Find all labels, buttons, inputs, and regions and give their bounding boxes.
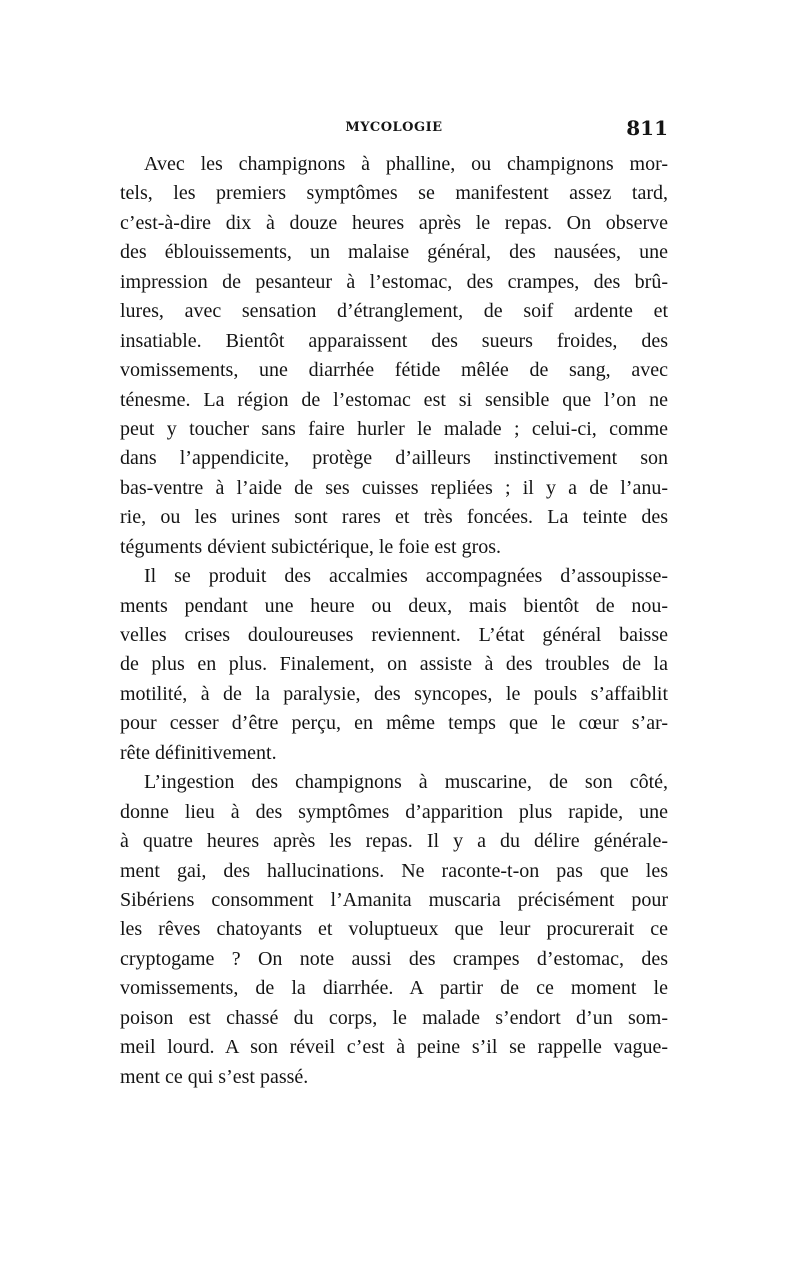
text-line: motilité, à de la paralysie, des syncopes, le pouls s’affaiblit xyxy=(120,682,668,705)
text-line: Sibériens consomment l’Amanita muscaria précisément pour xyxy=(120,888,668,911)
text-line: velles crises douloureuses reviennent. L’état général baisse xyxy=(120,624,668,646)
text-line: ments pendant une heure ou deux, mais bientôt de nou- xyxy=(120,594,668,617)
text-line: L’ingestion des champignons à muscarine, de son côté, xyxy=(144,771,668,794)
text-line: Il se produit des accalmies accompagnées d’assoupisse- xyxy=(144,565,668,588)
text-line: lures, avec sensation d’étranglement, de soif ardente et xyxy=(120,300,668,323)
running-head xyxy=(120,116,668,140)
text-line: à quatre heures après les repas. Il y a du délire générale- xyxy=(120,830,668,853)
text-line: c’est-à-dire dix à douze heures après le repas. On observe xyxy=(120,211,668,234)
text-line: insatiable. Bientôt apparaissent des sueurs froides, des xyxy=(120,329,668,352)
page-number: 811 xyxy=(626,116,668,140)
text-line: donne lieu à des symptômes d’apparition plus rapide, une xyxy=(120,800,668,823)
text-line: téguments dévient subictérique, le foie est gros. xyxy=(120,535,502,558)
text-line: ment ce qui s’est passé. xyxy=(120,1065,309,1088)
text-line: des éblouissements, un malaise général, des nausées, une xyxy=(120,241,668,264)
text-line: meil lourd. A son réveil c’est à peine s’il se rappelle vague- xyxy=(120,1036,668,1059)
text-line: pour cesser d’être perçu, en même temps que le cœur s’ar- xyxy=(120,712,668,735)
text-line: les rêves chatoyants et voluptueux que leur procurerait ce xyxy=(120,918,668,941)
text-line: vomissements, de la diarrhée. A partir de ce moment le xyxy=(120,977,668,1000)
text-line: rie, ou les urines sont rares et très foncées. La teinte des xyxy=(120,506,668,529)
text-line: ment gai, des hallucinations. Ne raconte-t-on pas que les xyxy=(120,859,668,882)
text-line: bas-ventre à l’aide de ses cuisses repliées ; il y a de l’anu- xyxy=(120,476,668,499)
text-line: rête définitivement. xyxy=(120,741,277,764)
text-line: ténesme. La région de l’estomac est si sensible que l’on ne xyxy=(120,388,668,411)
text-line: tels, les premiers symptômes se manifestent assez tard, xyxy=(120,182,668,205)
text-line: peut y toucher sans faire hurler le malade ; celui-ci, comme xyxy=(120,417,668,440)
text-line: poison est chassé du corps, le malade s’endort d’un som- xyxy=(120,1006,668,1029)
text-line: dans l’appendicite, protège d’ailleurs instinctivement son xyxy=(120,447,668,470)
text-line: impression de pesanteur à l’estomac, des crampes, des brû- xyxy=(120,270,668,293)
text-line: de plus en plus. Finalement, on assiste à des troubles de la xyxy=(120,653,668,676)
text-line: vomissements, une diarrhée fétide mêlée de sang, avec xyxy=(120,359,668,382)
running-title: MYCOLOGIE xyxy=(345,120,443,135)
text-line: Avec les champignons à phalline, ou champignons mor- xyxy=(144,153,668,175)
body-text xyxy=(120,150,668,1092)
text-line: cryptogame ? On note aussi des crampes d’estomac, des xyxy=(120,947,668,970)
